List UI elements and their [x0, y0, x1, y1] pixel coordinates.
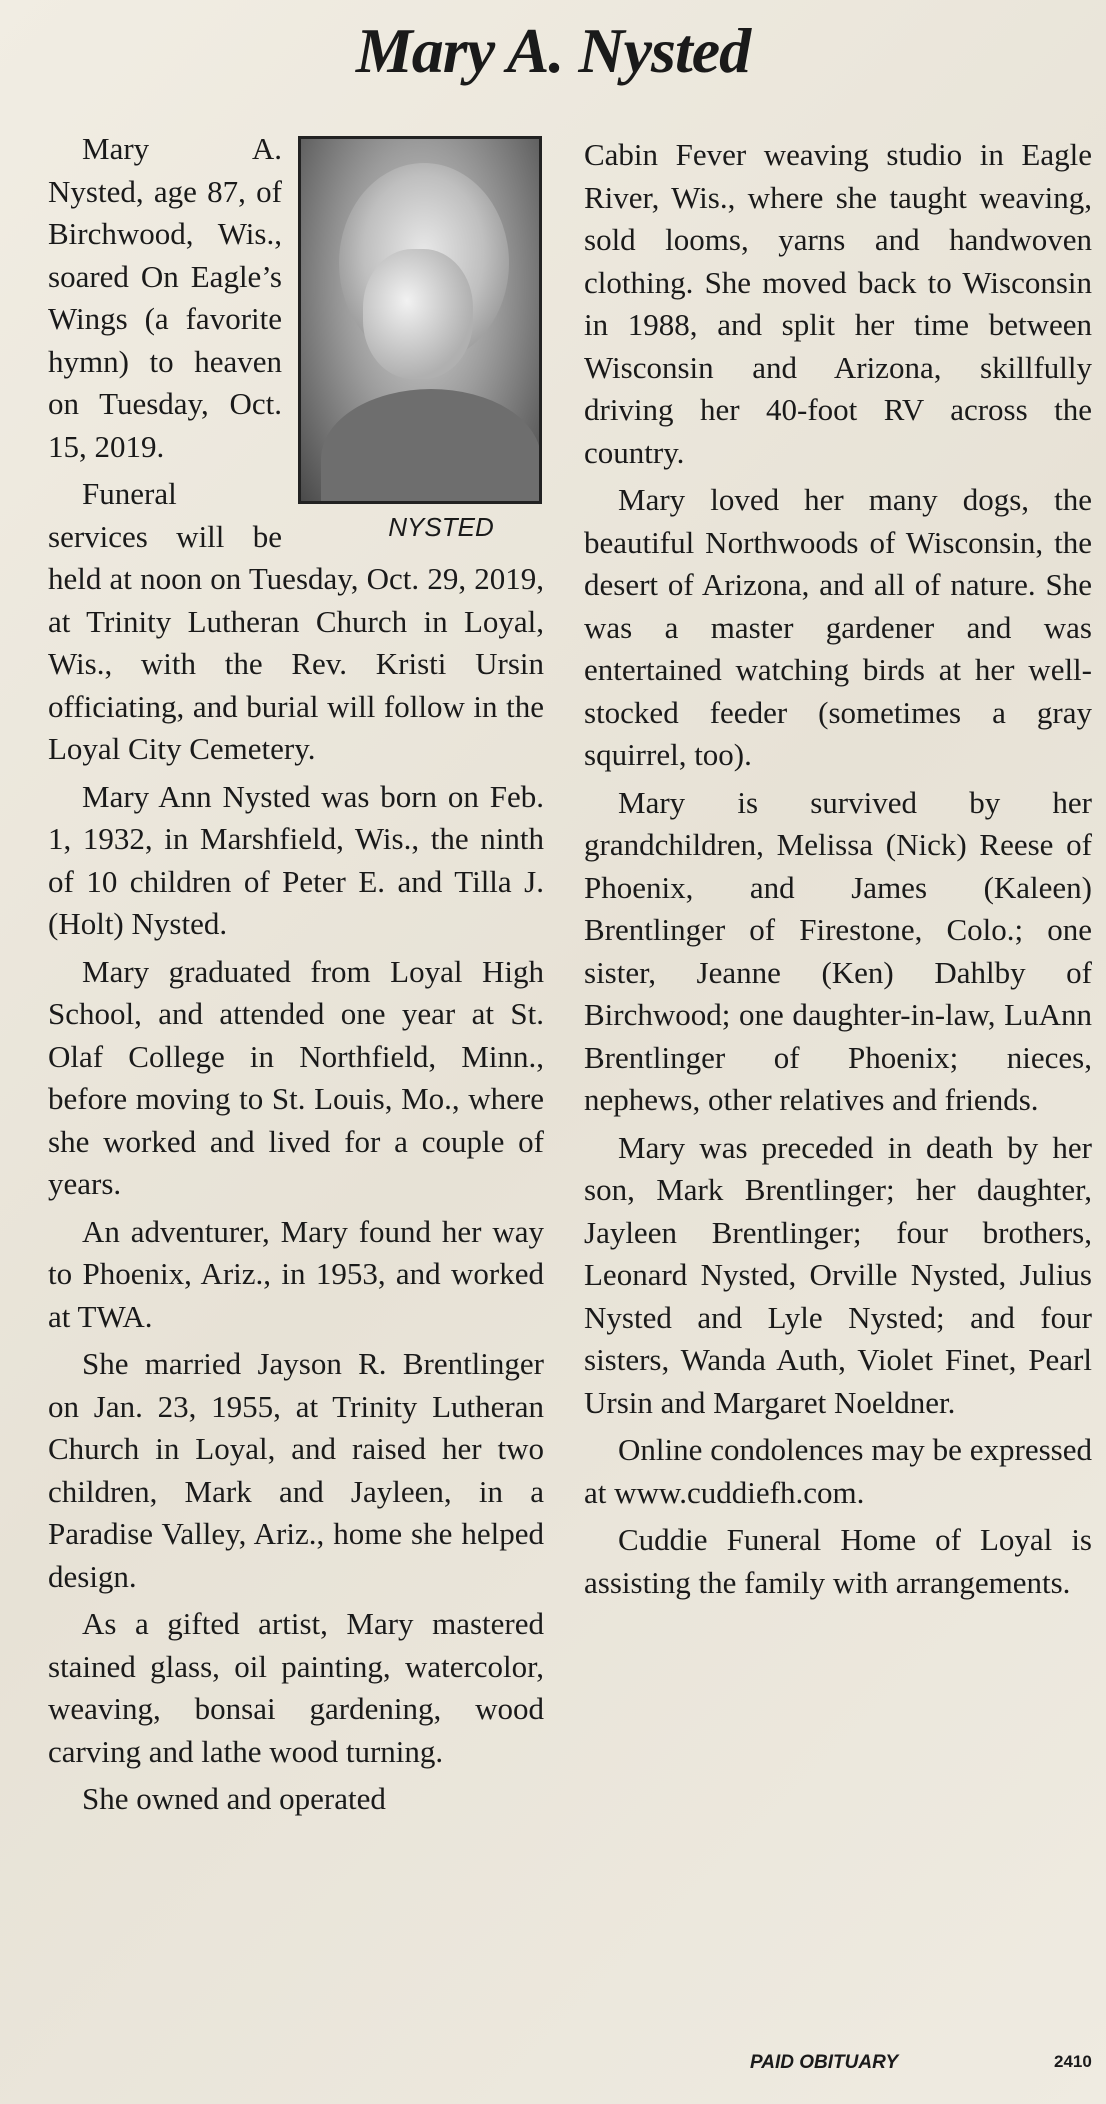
paragraph: As a gifted artist, Mary mastered stained glass, oil painting, watercolor, weaving, bonsai gardening, wood carving and lathe wood turning.	[48, 1606, 544, 1769]
paragraph: Cuddie Funeral Home of Loyal is assisting the family with arrangements.	[584, 1522, 1092, 1600]
photo-caption: NYSTED	[388, 512, 494, 542]
ad-code: 2410	[1054, 2052, 1092, 2071]
paragraph: She owned and operated	[82, 1781, 386, 1816]
left-column	[48, 128, 544, 1826]
right-column	[584, 134, 1092, 1609]
paragraph: An adventurer, Mary found her way to Phoenix, Ariz., in 1953, and worked at TWA.	[48, 1213, 544, 1334]
paragraph: Cabin Fever weaving studio in Eagle River, Wis., where she taught weaving, sold looms, yarns and handwoven clothing. She moved back to Wisconsin in 1988, and split her time between Wisconsin and Arizona, skillfully driving her 40-foot RV across the country.	[584, 137, 1092, 470]
paragraph: Funeral services will be held at noon on Tuesday, Oct. 29, 2019, at Trinity Lutheran Church in Loyal, Wis., with the Rev. Kristi Ursin officiating, and burial will follow in the Loyal City Cemetery.	[48, 476, 544, 766]
portrait-figure	[298, 136, 544, 544]
portrait-photo	[298, 136, 542, 504]
paragraph: Mary graduated from Loyal High School, and attended one year at St. Olaf College in Northfield, Minn., before moving to St. Louis, Mo., where she worked and lived for a couple of years.	[48, 953, 544, 1201]
paragraph: Mary loved her many dogs, the beautiful Northwoods of Wisconsin, the desert of Arizona, and all of nature. She was a master gardener and was entertained watching birds at her well-stocked feeder (sometimes a gray squirrel, too).	[584, 482, 1092, 772]
paragraph: Mary Ann Nysted was born on Feb. 1, 1932, in Marshfield, Wis., the ninth of 10 children of Peter E. and Tilla J. (Holt) Nysted.	[48, 778, 544, 941]
paragraph: She married Jayson R. Brentlinger on Jan. 23, 1955, at Trinity Lutheran Church in Loyal, and raised her two children, Mark and Jayleen, in a Paradise Valley, Ariz., home she helped design.	[48, 1346, 544, 1594]
paragraph: Mary was preceded in death by her son, Mark Brentlinger; her daughter, Jayleen Brentlinger; four brothers, Leonard Nysted, Orville Nysted, Julius Nysted and Lyle Nysted; and four sisters, Wanda Auth, Violet Finet, Pearl Ursin and Margaret Noeldner.	[584, 1129, 1092, 1420]
paragraph: Online condolences may be expressed at www.cuddiefh.com.	[584, 1432, 1092, 1510]
obituary-title: Mary A. Nysted	[355, 15, 751, 86]
paragraph: Mary is survived by her grandchildren, Melissa (Nick) Reese of Phoenix, and James (Kaleen) Brentlinger of Firestone, Colo.; one sister, Jeanne (Ken) Dahlby of Birchwood; one daughter-in-law, LuAnn Brentlinger of Phoenix; nieces, nephews, other relatives and friends.	[584, 784, 1092, 1117]
paid-obituary-label: PAID OBITUARY	[750, 2052, 899, 2073]
paragraph: Mary A. Nysted, age 87, of Birchwood, Wis., soared On Eagle’s Wings (a favorite hymn) to heaven on Tuesday, Oct. 15, 2019.	[48, 131, 282, 464]
